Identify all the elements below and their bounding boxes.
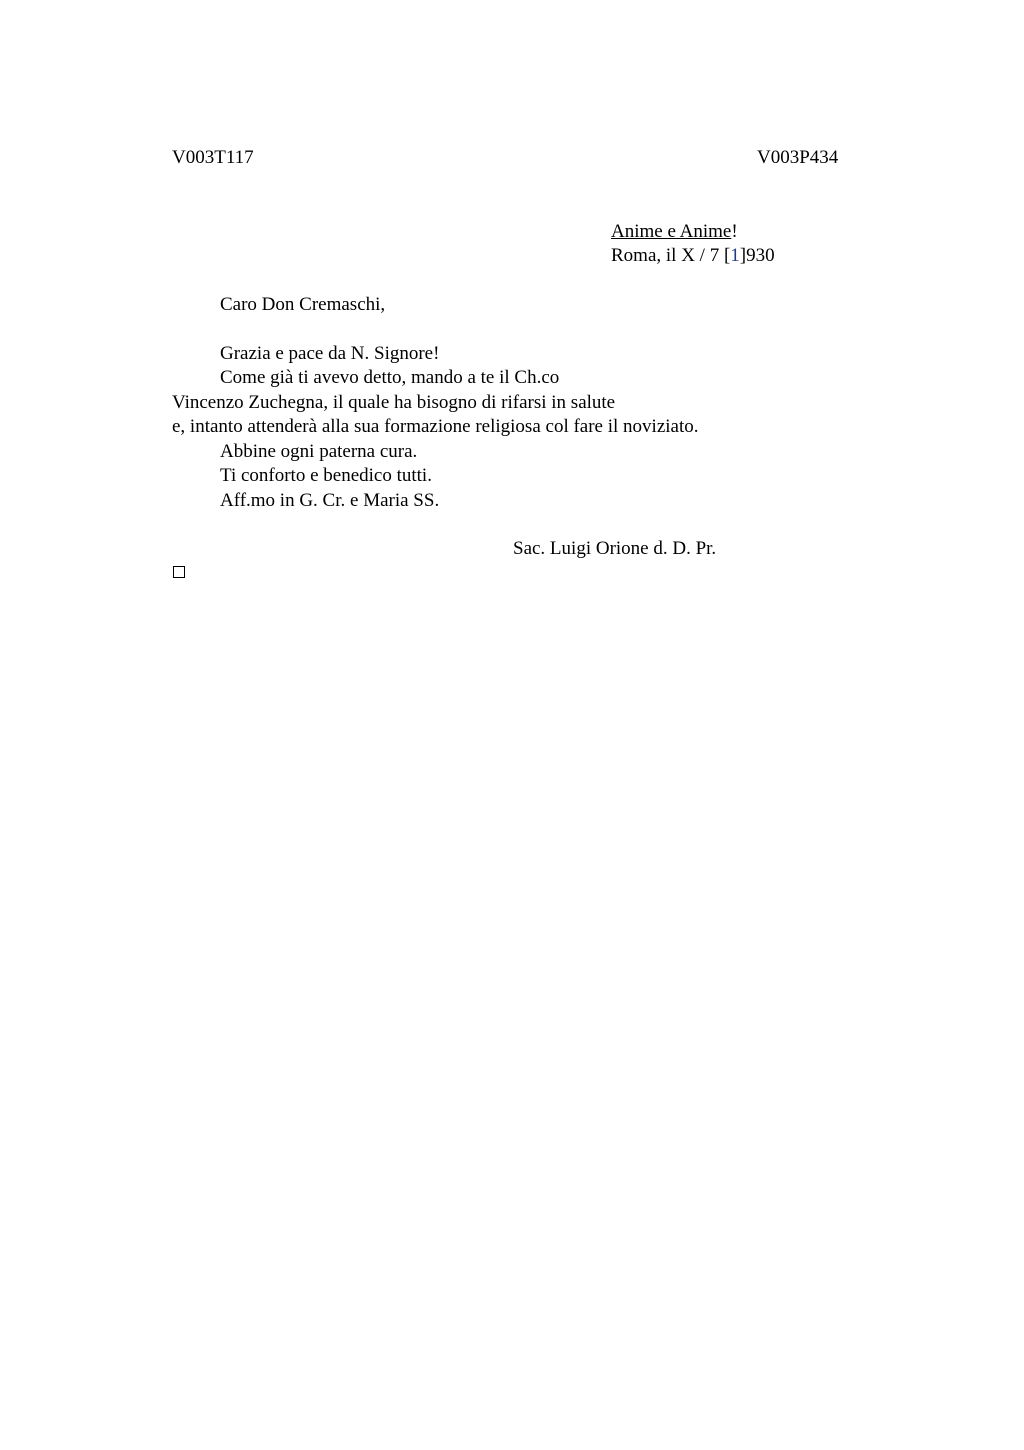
motto-text: Anime e Anime bbox=[611, 221, 732, 242]
document-code-left: V003T117 bbox=[172, 147, 254, 168]
place-date-prefix: Roma, il X / 7 [ bbox=[611, 245, 731, 266]
empty-box-icon bbox=[173, 566, 185, 578]
place-date-suffix: ]930 bbox=[739, 245, 775, 266]
place-date bbox=[611, 244, 775, 268]
signature: Sac. Luigi Orione d. D. Pr. bbox=[513, 538, 717, 559]
closing: Aff.mo in G. Cr. e Maria SS. bbox=[220, 490, 440, 511]
body-line: Ti conforto e benedico tutti. bbox=[220, 465, 432, 486]
body-line: Come già ti avevo detto, mando a te il Ch.co bbox=[220, 367, 560, 388]
document-code-right: V003P434 bbox=[757, 147, 839, 168]
salutation: Caro Don Cremaschi, bbox=[220, 294, 386, 315]
body-line: e, intanto attenderà alla sua formazione religiosa col fare il noviziato. bbox=[172, 416, 699, 437]
body-line: Abbine ogni paterna cura. bbox=[220, 441, 418, 462]
motto bbox=[611, 220, 738, 244]
body-line: Vincenzo Zuchegna, il quale ha bisogno di rifarsi in salute bbox=[172, 392, 616, 413]
greeting: Grazia e pace da N. Signore! bbox=[220, 343, 440, 364]
motto-punct: ! bbox=[731, 221, 738, 242]
place-date-inserted-digit: 1 bbox=[730, 245, 740, 266]
